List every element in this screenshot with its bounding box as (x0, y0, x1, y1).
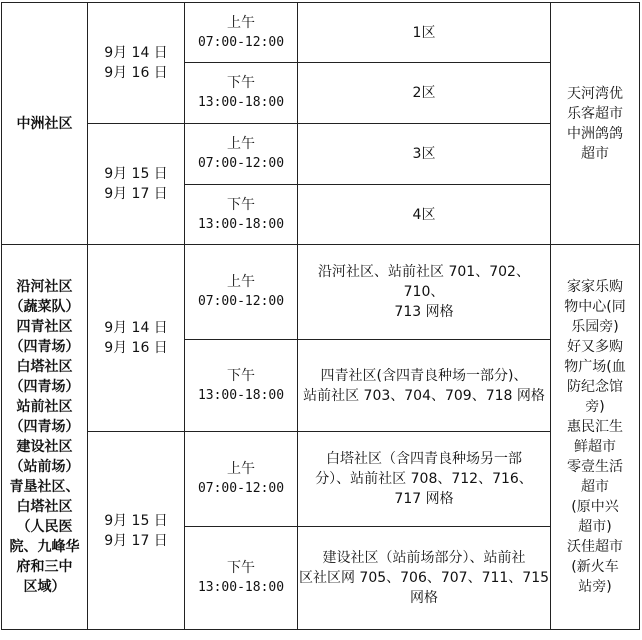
period-text: 下午 (227, 196, 255, 213)
stores-cell (551, 3, 640, 245)
time-slot-cell (185, 245, 298, 340)
dates-cell (88, 124, 185, 245)
community-line: 四青社区 (16, 319, 73, 335)
table-row (2, 245, 640, 340)
table-row (2, 124, 640, 185)
time-range: 07:00-12:00 (197, 34, 285, 50)
community-line: （蔬菜队） (9, 299, 80, 315)
time-range: 13:00-18:00 (197, 216, 285, 232)
area-text: 4区 (412, 206, 436, 223)
community-line: 建设社区 (16, 439, 73, 455)
table-row (2, 3, 640, 63)
area-line: 区社区网 705、706、707、711、715 (298, 570, 550, 586)
area-cell (298, 432, 551, 527)
schedule-table (1, 2, 640, 630)
dates-cell (88, 245, 185, 432)
period-text: 下午 (227, 75, 255, 91)
area-cell (298, 185, 551, 245)
date-text: 9月 14 日 (104, 45, 168, 61)
time-slot-cell (185, 3, 298, 63)
date-text: 9月 17 日 (104, 186, 168, 202)
time-range: 13:00-18:00 (197, 580, 285, 595)
community-line: 站前社区 (16, 399, 73, 415)
time-slot-cell (185, 124, 298, 185)
area-line: 717 网格 (394, 491, 454, 507)
store-line: 旁) (585, 399, 605, 415)
area-line: 建设社区（站前场部分）、站前社 (322, 550, 526, 566)
period-text: 上午 (227, 274, 255, 290)
community-name: 中洲社区 (16, 115, 73, 132)
community-line: 院、九峰华 (9, 539, 80, 555)
period-text: 下午 (227, 560, 255, 576)
community-line: （人民医 (16, 519, 73, 535)
area-text: 2区 (412, 85, 436, 101)
store-line: 站旁) (578, 579, 612, 595)
period-text: 下午 (227, 367, 255, 384)
area-cell (298, 63, 551, 124)
community-line: 沿河社区 (16, 279, 73, 295)
area-line: 沿河社区、站前社区 701、702、710、 (318, 264, 530, 300)
store-line: 中洲鸽鸽 (567, 125, 623, 142)
time-range: 07:00-12:00 (197, 156, 285, 171)
store-line: 乐客超市 (567, 105, 623, 122)
time-range: 13:00-18:00 (197, 95, 285, 110)
date-text: 9月 15 日 (104, 166, 168, 182)
community-line: （四青场） (9, 339, 80, 355)
area-line: 713 网格 (394, 304, 454, 320)
area-line: 站前社区 703、704、709、718 网格 (303, 387, 545, 404)
store-line: 防纪念馆 (567, 379, 623, 395)
period-text: 上午 (227, 14, 255, 31)
time-slot-cell (185, 63, 298, 124)
date-text: 9月 16 日 (104, 340, 168, 356)
community-line: （四青场） (9, 379, 80, 395)
community-line: 区域） (23, 579, 66, 595)
store-line: 超市 (581, 145, 609, 162)
store-line: 零壹生活 (567, 459, 623, 475)
date-text: 9月 16 日 (104, 65, 168, 81)
area-text: 3区 (412, 146, 436, 162)
community-line: （站前场） (9, 459, 80, 475)
time-range: 07:00-12:00 (197, 294, 285, 309)
date-text: 9月 14 日 (104, 320, 168, 336)
store-line: 物中心(同 (564, 299, 626, 315)
table-row (2, 432, 640, 527)
time-slot-cell (185, 340, 298, 432)
community-cell (2, 245, 88, 630)
community-line: （四青场） (9, 419, 80, 435)
dates-cell (88, 3, 185, 124)
store-line: 好又多购 (567, 339, 623, 355)
store-line: 沃佳超市 (567, 539, 623, 555)
community-cell (2, 3, 88, 245)
store-line: 鲜超市 (574, 439, 616, 455)
store-line: 超市) (578, 519, 612, 535)
store-line: 物广场(血 (564, 359, 626, 375)
area-line: 网格 (410, 590, 438, 606)
period-text: 上午 (227, 136, 255, 152)
time-range: 13:00-18:00 (197, 387, 285, 403)
time-slot-cell (185, 185, 298, 245)
area-cell (298, 340, 551, 432)
store-line: (新火车 (571, 559, 619, 575)
area-cell (298, 245, 551, 340)
date-text: 9月 15 日 (104, 512, 168, 529)
area-cell (298, 124, 551, 185)
store-line: 惠民汇生 (567, 419, 623, 435)
period-text: 上午 (227, 461, 255, 477)
stores-cell (551, 245, 640, 630)
store-line: 家家乐购 (567, 279, 623, 295)
community-line: 白塔社区 (16, 499, 73, 515)
store-line: (原中兴 (571, 499, 619, 515)
store-line: 天河湾优 (567, 85, 623, 102)
dates-cell (88, 432, 185, 630)
store-line: 乐园旁) (571, 319, 619, 335)
time-range: 07:00-12:00 (197, 481, 285, 496)
area-line: 四青社区(含四青良种场一部分)、 (320, 367, 528, 384)
area-cell (298, 527, 551, 630)
community-line: 府和三中 (16, 559, 73, 575)
area-text: 1区 (412, 24, 436, 41)
area-line: 分）、站前社区 708、712、716、 (315, 471, 533, 487)
store-line: 超市 (581, 479, 609, 495)
time-slot-cell (185, 432, 298, 527)
area-line: 白塔社区（含四青良种场另一部 (326, 451, 522, 467)
date-text: 9月 17 日 (104, 532, 168, 549)
area-cell (298, 3, 551, 63)
community-line: 白塔社区 (16, 359, 73, 375)
time-slot-cell (185, 527, 298, 630)
community-line: 青垦社区、 (9, 479, 80, 495)
